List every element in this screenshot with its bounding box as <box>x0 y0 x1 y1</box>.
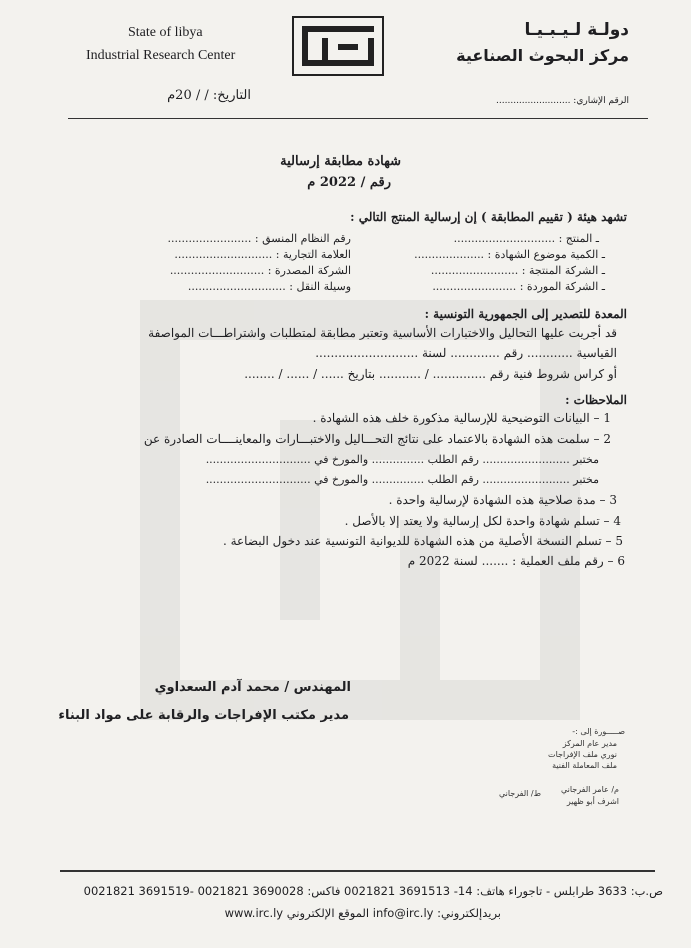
field-supplier: ـ الشركة الموردة : ........................ <box>432 280 605 293</box>
header-english-country: State of libya <box>128 25 203 40</box>
center-logo <box>292 16 384 76</box>
copies-heading: صـــــورة إلى :- <box>572 727 625 736</box>
copy-item-3: ملف المعاملة الفنية <box>552 761 617 770</box>
header-arabic-center: مركز البحوث الصناعية <box>456 46 629 65</box>
note-1: 1 – البيانات التوضيحية للإرسالية مذكورة خلف هذه الشهادة . <box>312 411 611 425</box>
footer-divider <box>60 870 655 872</box>
field-trademark: العلامة التجارية : ............................ <box>174 248 351 261</box>
certificate-title: شهادة مطابقة إرسالية <box>280 154 401 169</box>
header-divider <box>68 118 648 119</box>
reference-number-field: الرقم الإشاري: .......................... <box>496 96 629 106</box>
copy-item-2: نوري ملف الإفراجات <box>548 750 617 759</box>
note-4: 4 – تسلم شهادة واحدة لكل إرسالية ولا يعتد إلا بالأصل . <box>344 514 621 528</box>
field-hs-code: رقم النظام المنسق : ........................ <box>167 232 351 245</box>
field-transport: وسيلة النقل : ............................ <box>187 280 351 293</box>
copy-item-1: مدير عام المركز <box>562 739 617 748</box>
note-lab-1: مختبر ......................... رقم الطلب ............... والمورخ في .............................. <box>205 453 599 466</box>
copy-sign-1: م/ عامر الفرجاني <box>560 785 619 794</box>
notes-heading: الملاحظات : <box>565 393 627 407</box>
export-line-3: أو كراس شروط فنية رقم .............. / ........... بتاريخ ...... / ...... / ........ <box>244 367 617 381</box>
field-quantity: ـ الكمية موضوع الشهادة : .................... <box>414 248 605 261</box>
export-line-2: القياسية ............ رقم ............. لسنة ........................... <box>315 346 617 360</box>
footer-address: ص.ب: 3633 طرابلس - تاجوراء هاتف: 14- 3691513 0021821 فاكس: 3690028 0021821 -3691519 0021821 <box>83 884 663 898</box>
date-field: التاريخ: / / 20م <box>167 88 251 103</box>
copy-sign-2: ط/ الفرجاني <box>498 789 541 798</box>
signatory-name: المهندس / محمد آدم السعداوي <box>154 680 351 695</box>
signatory-title: مدير مكتب الإفراجات والرقابة على مواد البناء <box>58 708 349 723</box>
field-exporter: الشركة المصدرة : ........................... <box>169 264 351 277</box>
certificate-number: رقم / 2022 م <box>307 175 391 190</box>
watermark-logo <box>140 300 580 720</box>
note-lab-2: مختبر ......................... رقم الطلب ............... والمورخ في .............................. <box>205 473 599 486</box>
note-5: 5 – تسلم النسخة الأصلية من هذه الشهادة للديوانية التونسية عند دخول البضاعة . <box>222 534 623 548</box>
copy-sign-3: اشرف أبو ظهير <box>566 797 619 806</box>
field-producer: ـ الشركة المنتجة : ......................... <box>430 264 605 277</box>
header-arabic-country: دولـة لـيـبـيـا <box>524 20 629 40</box>
footer-contacts: بريدإلكتروني: info@irc.ly الموقع الإلكتروني www.irc.ly <box>224 906 501 920</box>
field-product: ـ المنتج : ............................. <box>453 232 599 245</box>
export-line-1: قد أجريت عليها التحاليل والاختبارات الأساسية وتعتبر مطابقة لمتطلبات واشتراطـــات المواصفة <box>148 326 617 340</box>
intro-statement: تشهد هيئة ( تقييم المطابقة ) إن إرسالية المنتج التالي : <box>350 210 627 224</box>
note-6: 6 – رقم ملف العملية : ....... لسنة 2022 م <box>407 554 625 568</box>
export-heading: المعدة للتصدير إلى الجمهورية التونسية : <box>424 307 627 321</box>
note-2: 2 – سلمت هذه الشهادة بالاعتماد على نتائج التحـــاليل والاختبـــارات والمعاينــــات الصادرة عن <box>143 432 611 446</box>
header-english-center: Industrial Research Center <box>86 48 236 63</box>
note-3: 3 – مدة صلاحية هذه الشهادة لإرسالية واحدة . <box>388 493 617 507</box>
